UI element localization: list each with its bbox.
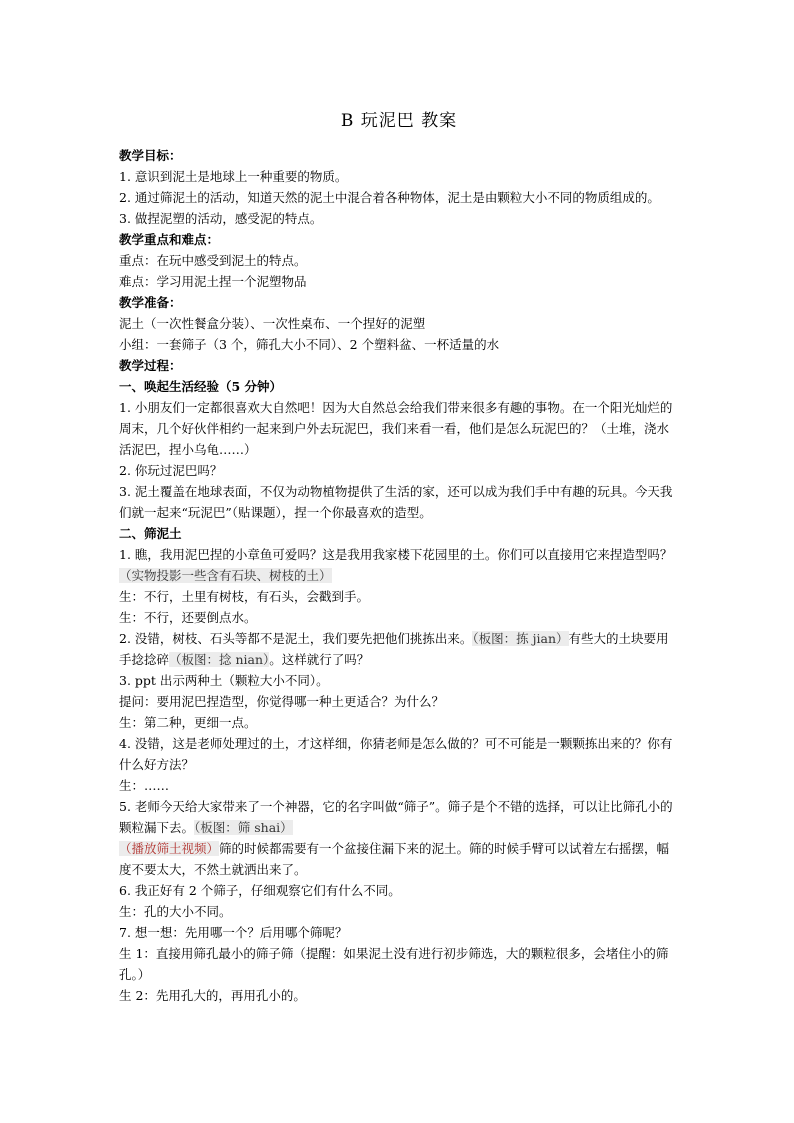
process-heading: 教学过程： bbox=[119, 358, 182, 373]
paragraph bbox=[119, 544, 679, 586]
paragraph-text: 。这样就行了吗？ bbox=[269, 652, 370, 667]
paragraph-text: 有些大的土块要用手捻捻碎 bbox=[119, 631, 669, 667]
paragraph: 2. 你玩过泥巴吗？ bbox=[119, 463, 223, 478]
paragraph: 生 1：直接用筛孔最小的筛子筛（提醒：如果泥土没有进行初步筛选，大的颗粒很多，会堵住小的筛孔。） bbox=[119, 946, 669, 982]
goals-heading: 教学目标： bbox=[119, 148, 182, 163]
page-title: B 玩泥巴 教案 bbox=[340, 111, 458, 131]
paragraph bbox=[119, 796, 679, 838]
part1-heading: 一、唤起生活经验（5 分钟） bbox=[119, 379, 283, 394]
paragraph-text: 5. 老师今天给大家带来了一个神器，它的名字叫做“筛子”。筛子是个不错的选择，可以让比筛孔小的颗粒漏下去。 bbox=[119, 799, 673, 835]
paragraph bbox=[119, 838, 679, 880]
video-note: （播放筛土视频） bbox=[119, 841, 220, 856]
key-point-item: 难点：学习用泥土捏一个泥塑物品 bbox=[119, 274, 307, 289]
goal-item: 2. 通过筛泥土的活动，知道天然的泥土中混合着各种物体，泥土是由颗粒大小不同的物质组成的。 bbox=[119, 190, 660, 205]
paragraph: 生：不行，土里有树枝，有石头，会戳到手。 bbox=[119, 589, 370, 604]
paragraph: 3. 泥土覆盖在地球表面，不仅为动物植物提供了生活的家，还可以成为我们手中有趣的玩具。今天我们就一起来“玩泥巴”（贴课题），捏一个你最喜欢的造型。 bbox=[119, 484, 673, 520]
paragraph: 3. ppt 出示两种土（颗粒大小不同）。 bbox=[119, 673, 329, 688]
lesson-plan-page bbox=[119, 106, 679, 1006]
paragraph: 生：孔的大小不同。 bbox=[119, 904, 232, 919]
preparation-heading: 教学准备： bbox=[119, 295, 182, 310]
paragraph: 生：第二种，更细一点。 bbox=[119, 715, 257, 730]
paragraph-text: 2. 没错，树枝、石头等都不是泥土，我们要先把他们挑拣出来。 bbox=[119, 631, 473, 646]
key-point-item: 重点：在玩中感受到泥土的特点。 bbox=[119, 253, 307, 268]
paragraph-text: 1. 瞧，我用泥巴捏的小章鱼可爱吗？这是我用我家楼下花园里的土。你们可以直接用它来捏造型吗？ bbox=[119, 547, 673, 562]
paragraph: 生 2：先用孔大的，再用孔小的。 bbox=[119, 988, 306, 1003]
preparation-item: 小组：一套筛子（3 个，筛孔大小不同）、2 个塑料盆、一杯适量的水 bbox=[119, 337, 500, 352]
goal-item: 1. 意识到泥土是地球上一种重要的物质。 bbox=[119, 169, 348, 184]
paragraph: 生：…… bbox=[119, 778, 170, 793]
board-note: （板图：拣 jian） bbox=[472, 631, 569, 646]
paragraph: 7. 想一想：先用哪一个？后用哪个筛呢？ bbox=[119, 925, 348, 940]
paragraph: 4. 没错，这是老师处理过的土，才这样细，你猜老师是怎么做的？可不可能是一颗颗拣出来的？你有什么好方法？ bbox=[119, 736, 673, 772]
part2-heading: 二、筛泥土 bbox=[119, 526, 182, 541]
goal-item: 3. 做捏泥塑的活动，感受泥的特点。 bbox=[119, 211, 323, 226]
paragraph: 6. 我正好有 2 个筛子，仔细观察它们有什么不同。 bbox=[119, 883, 401, 898]
preparation-item: 泥土（一次性餐盒分装）、一次性桌布、一个捏好的泥塑 bbox=[119, 316, 426, 331]
paragraph-text: 筛的时候都需要有一个盆接住漏下来的泥土。筛的时候手臂可以试着左右摇摆，幅度不要太大，不然土就洒出来了。 bbox=[119, 841, 670, 877]
paragraph: 1. 小朋友们一定都很喜欢大自然吧！因为大自然总会给我们带来很多有趣的事物。在一个阳光灿烂的周末，几个好伙伴相约一起来到户外去玩泥巴，我们来看一看，他们是怎么玩泥巴的？（土堆，浇水活泥巴，捏小乌龟……） bbox=[119, 400, 673, 457]
key-points-heading: 教学重点和难点： bbox=[119, 232, 220, 247]
paragraph bbox=[119, 628, 679, 670]
board-note: （板图：筛 shai） bbox=[194, 820, 293, 835]
paragraph: 提问：要用泥巴捏造型，你觉得哪一种土更适合？为什么？ bbox=[119, 694, 445, 709]
paragraph: 生：不行，还要倒点水。 bbox=[119, 610, 257, 625]
stage-note: （实物投影一些含有石块、树枝的土） bbox=[119, 568, 332, 583]
board-note: （板图：捻 nian） bbox=[169, 652, 270, 667]
